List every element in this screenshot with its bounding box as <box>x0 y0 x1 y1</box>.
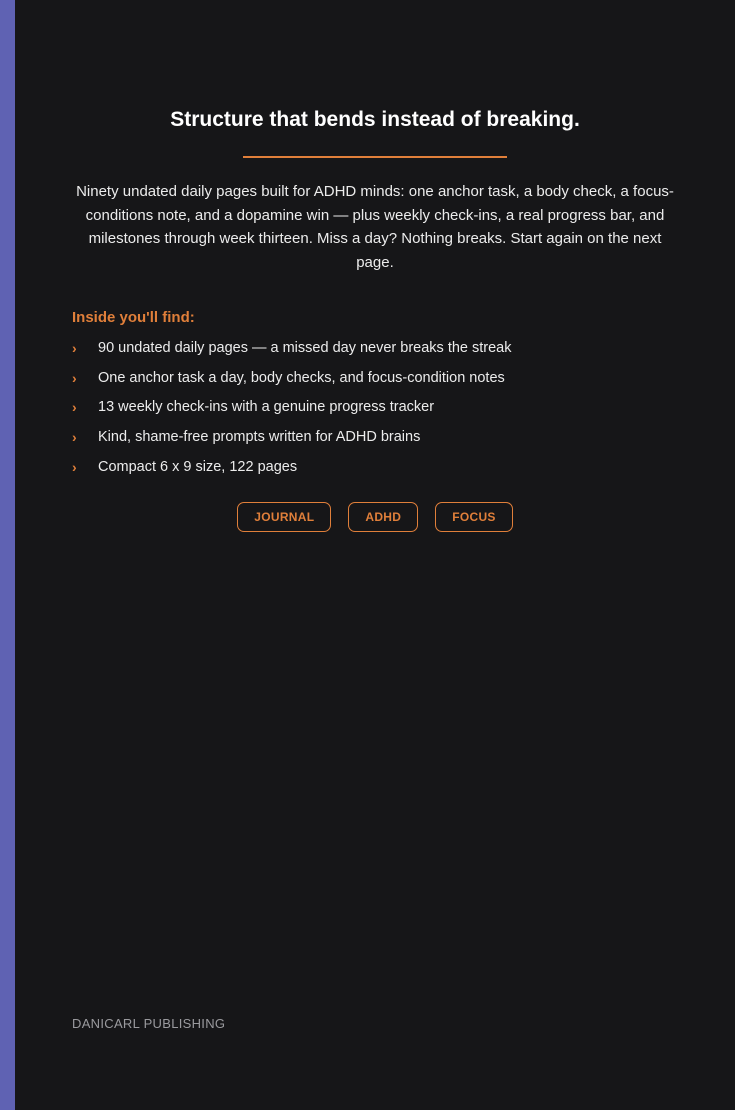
tag-journal: JOURNAL <box>237 502 331 532</box>
feature-item <box>72 425 692 455</box>
feature-text: Compact 6 x 9 size, 122 pages <box>98 458 298 475</box>
feature-item <box>72 395 692 425</box>
feature-item <box>72 336 692 366</box>
chevron-right-icon: › <box>72 458 77 475</box>
feature-list <box>72 336 692 484</box>
feature-text: 90 undated daily pages — a missed day never breaks the streak <box>98 340 512 356</box>
feature-text: One anchor task a day, body checks, and focus-condition notes <box>98 369 505 386</box>
accent-divider <box>243 156 507 158</box>
intro-paragraph: Ninety undated daily pages built for ADHD minds: one anchor task, a body check, a focus-conditions note, and a dopamine win — plus weekly check-ins, a real progress bar, and milestones through week thirteen. Miss a day? Nothing breaks. Start again on the next page. <box>76 183 674 271</box>
chevron-right-icon: › <box>72 399 77 416</box>
publisher-name: DANICARL PUBLISHING <box>72 1016 226 1031</box>
inside-heading: Inside you'll find: <box>72 309 195 326</box>
chevron-right-icon: › <box>72 340 77 356</box>
chevron-right-icon: › <box>72 429 77 446</box>
feature-text: Kind, shame-free prompts written for ADHD brains <box>98 429 421 446</box>
chevron-right-icon: › <box>72 369 77 386</box>
feature-text: 13 weekly check-ins with a genuine progress tracker <box>98 399 435 416</box>
tag-focus: FOCUS <box>435 502 513 532</box>
headline: Structure that bends instead of breaking. <box>170 108 580 131</box>
spine-bar <box>0 0 15 1110</box>
feature-item <box>72 366 692 396</box>
back-cover-content <box>15 0 735 1110</box>
tag-row <box>15 502 735 532</box>
feature-item <box>72 455 692 485</box>
tag-adhd: ADHD <box>348 502 418 532</box>
